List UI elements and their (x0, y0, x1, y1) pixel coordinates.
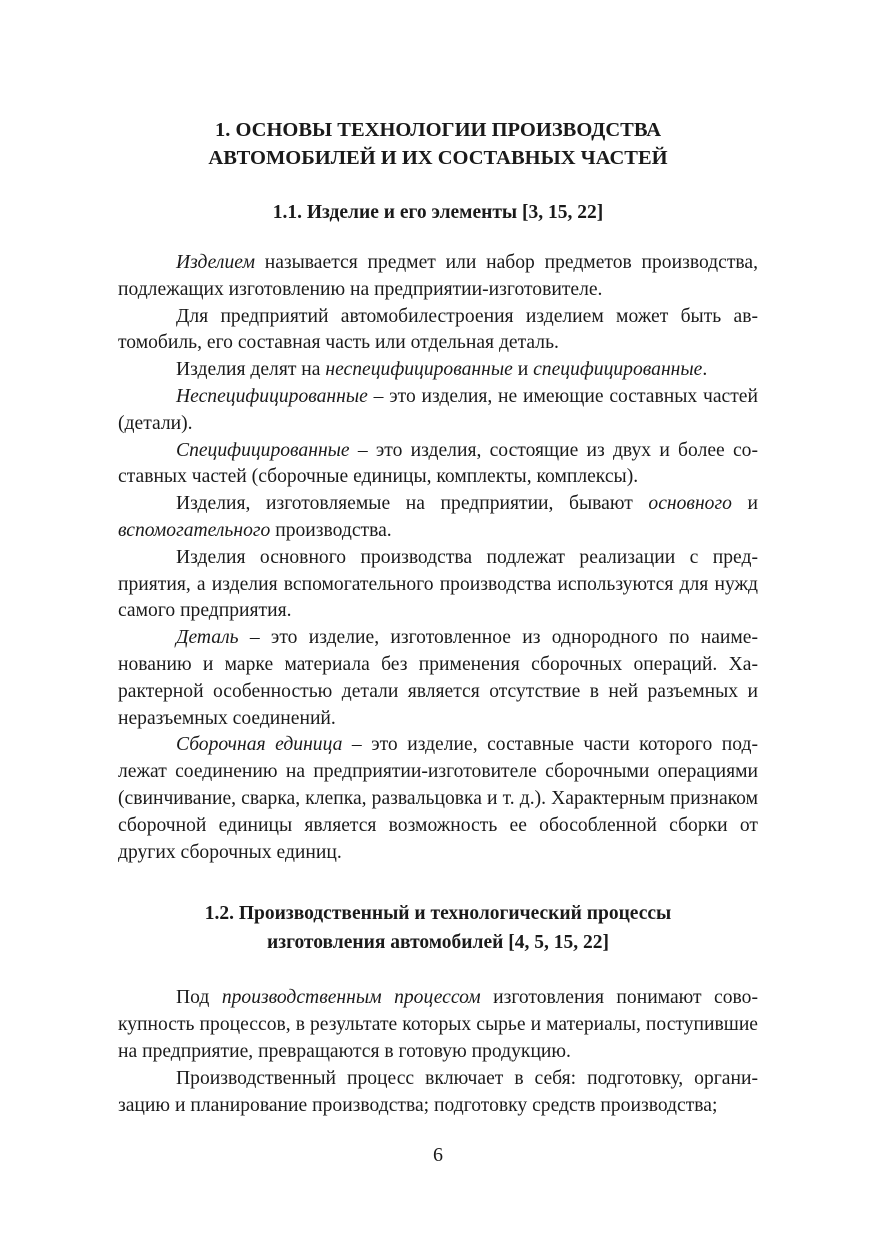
paragraph-text: изготовления понимают совокупность процессов, в результате которых сырье и материалы, поступившие на предприятие, превращаются в готовую продукцию. (118, 987, 758, 1062)
paragraph-text: Производственный процесс включает в себя: подготовку, организацию и планирование производства; подготовку средств производства; (118, 1067, 758, 1116)
page-number: 6 (433, 1144, 443, 1166)
paragraph-text: Для предприятий автомобилестроения изделием может быть автомобиль, его составная часть или отдельная деталь. (118, 305, 758, 354)
term-main: основного (648, 493, 732, 515)
paragraph-production-process-definition (118, 985, 758, 1065)
section-title-1-2-line-1: 1.2. Производственный и технологический процессы (204, 903, 672, 925)
section-title-1-2-line-2: изготовления автомобилей [4, 5, 15, 22] (267, 932, 609, 954)
paragraph-assembly-unit-definition (118, 732, 758, 866)
paragraph-unspecified-definition (118, 384, 758, 438)
paragraph-text: называется предмет или набор предметов производства, подлежащих изготовлению на предприятии-изготовителе. (118, 252, 758, 300)
paragraph-text: и (731, 493, 758, 515)
paragraph-product-classes (118, 357, 758, 384)
paragraph-text: – это изделия, не имеющие составных частей (детали). (118, 385, 758, 434)
term-product: Изделием (176, 252, 255, 273)
paragraph-text: . (702, 359, 708, 381)
paragraph-text: – это изделие, изготовленное из однородного по наименованию и марке материала без применения сборочных операций. Характерной особенностью детали является отсутствие в ней разъемных и неразъемных соединений. (118, 627, 758, 729)
term-part: Деталь (176, 627, 239, 649)
section-title-1-2 (118, 899, 758, 957)
term-auxiliary: вспомогательного (118, 519, 271, 541)
term-production-process: производственным процессом (221, 987, 481, 1009)
paragraph-automotive-product (118, 304, 758, 358)
paragraph-product-definition (118, 250, 758, 304)
section-1-1-body (118, 250, 758, 866)
paragraph-text: – это изделия, состоящие из двух и более составных частей (сборочные единицы, комплекты, комплексы). (118, 439, 758, 488)
paragraph-text: Изделия делят на (176, 359, 326, 381)
paragraph-text: – это изделие, составные части которого подлежат соединению на предприятии-изготовителе сборочными операциями (свинчивание, сварка, клепка, развальцовка и т. д.). Характерным признаком сборочной единицы является возможность ее обособленной сборки от других сборочных единиц. (118, 734, 758, 863)
section-title-1-1 (118, 198, 758, 227)
term-specified-products: Специфицированные (176, 439, 350, 461)
paragraph-part-definition (118, 625, 758, 732)
paragraph-text: и (512, 359, 534, 381)
term-unspecified: неспецифицированные (325, 359, 513, 381)
paragraph-production-types (118, 491, 758, 545)
chapter-title-line-2: АВТОМОБИЛЕЙ И ИХ СОСТАВНЫХ ЧАСТЕЙ (208, 147, 668, 169)
term-specified: специфицированные (533, 359, 703, 381)
chapter-title-line-1: 1. ОСНОВЫ ТЕХНОЛОГИИ ПРОИЗВОДСТВА (214, 119, 662, 141)
section-1-2-body (118, 985, 758, 1119)
paragraph-text: Изделия основного производства подлежат реализации с предприятия, а изделия вспомогательного производства используются для нужд самого предприятия. (118, 546, 758, 622)
term-assembly-unit: Сборочная единица (176, 734, 343, 756)
paragraph-production-process-contents (118, 1066, 758, 1120)
chapter-title (118, 116, 758, 172)
paragraph-text: производства. (270, 519, 392, 541)
paragraph-specified-definition (118, 438, 758, 492)
document-page (118, 116, 758, 1119)
term-unspecified-products: Неспецифицированные (176, 385, 368, 407)
paragraph-production-usage (118, 545, 758, 625)
section-title-1-1-text: 1.1. Изделие и его элементы [3, 15, 22] (272, 202, 604, 223)
paragraph-text: Изделия, изготовляемые на предприятии, бывают (176, 493, 649, 515)
paragraph-text: Под (176, 987, 222, 1009)
